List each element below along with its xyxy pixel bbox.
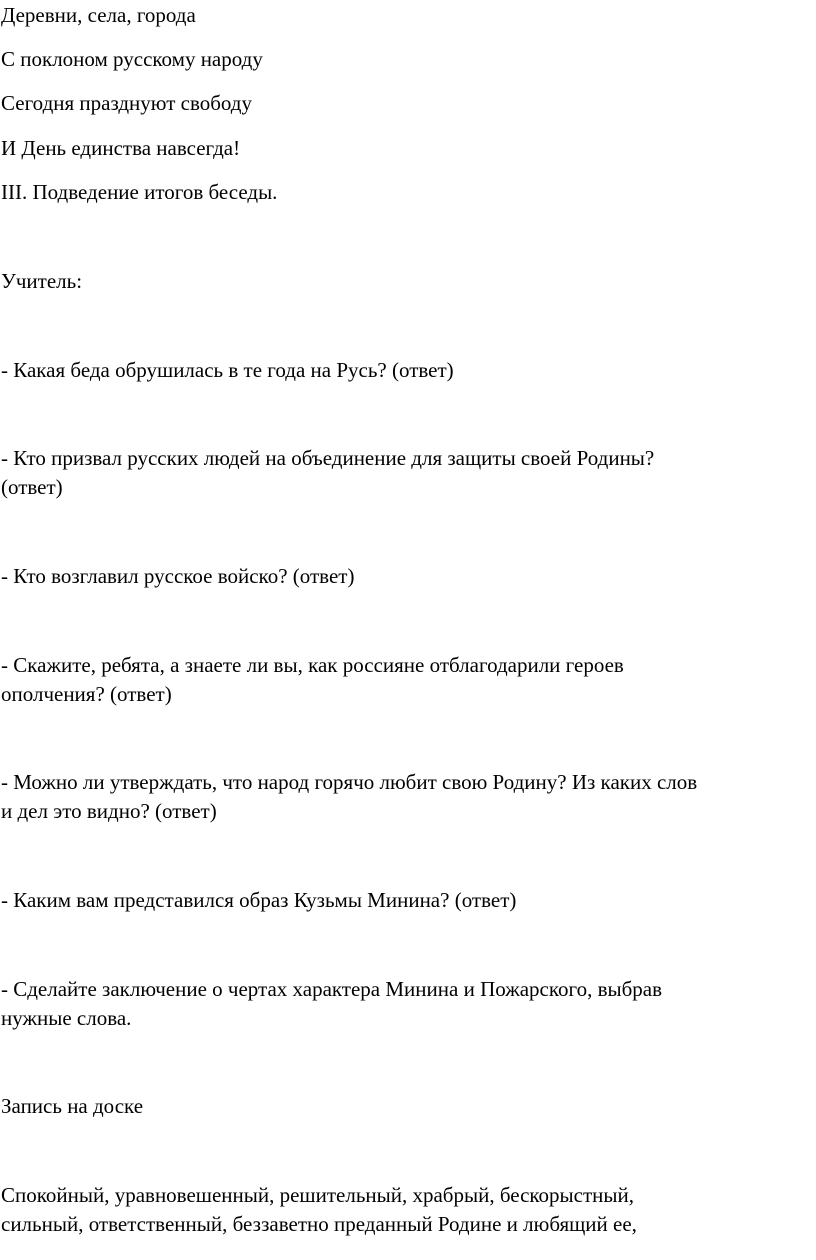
question-5-line-2: и дел это видно? (ответ) (1, 799, 217, 823)
question-7-line-1: - Сделайте заключение о чертах характера Минина и Пожарского, выбрав (1, 977, 663, 1001)
board-text-line-1: Спокойный, уравновешенный, решительный, храбрый, бескорыстный, (1, 1183, 634, 1207)
board-heading: Запись на доске (1, 1094, 144, 1118)
poem-line-4: И День единства навсегда! (1, 136, 241, 160)
question-6: - Каким вам представился образ Кузьмы Минина? (ответ) (1, 888, 517, 912)
question-5-line-1: - Можно ли утверждать, что народ горячо любит свою Родину? Из каких слов (1, 770, 698, 794)
question-2-line-1: - Кто призвал русских людей на объединение для защиты своей Родины? (1, 446, 655, 470)
question-3: - Кто возглавил русское войско? (ответ) (1, 564, 355, 588)
speaker-label: Учитель: (1, 269, 83, 293)
question-2-line-2: (ответ) (1, 475, 63, 499)
section-heading: III. Подведение итогов беседы. (1, 180, 278, 204)
question-1: - Какая беда обрушилась в те года на Русь? (ответ) (1, 358, 454, 382)
poem-line-1: Деревни, села, города (1, 3, 196, 27)
poem-line-2: С поклоном русскому народу (1, 47, 263, 71)
question-7-line-2: нужные слова. (1, 1006, 132, 1030)
board-text-line-2: сильный, ответственный, беззаветно преданный Родине и любящий ее, (1, 1212, 637, 1236)
poem-line-3: Сегодня празднуют свободу (1, 91, 252, 115)
question-4-line-2: ополчения? (ответ) (1, 682, 172, 706)
question-4-line-1: - Скажите, ребята, а знаете ли вы, как россияне отблагодарили героев (1, 653, 624, 677)
